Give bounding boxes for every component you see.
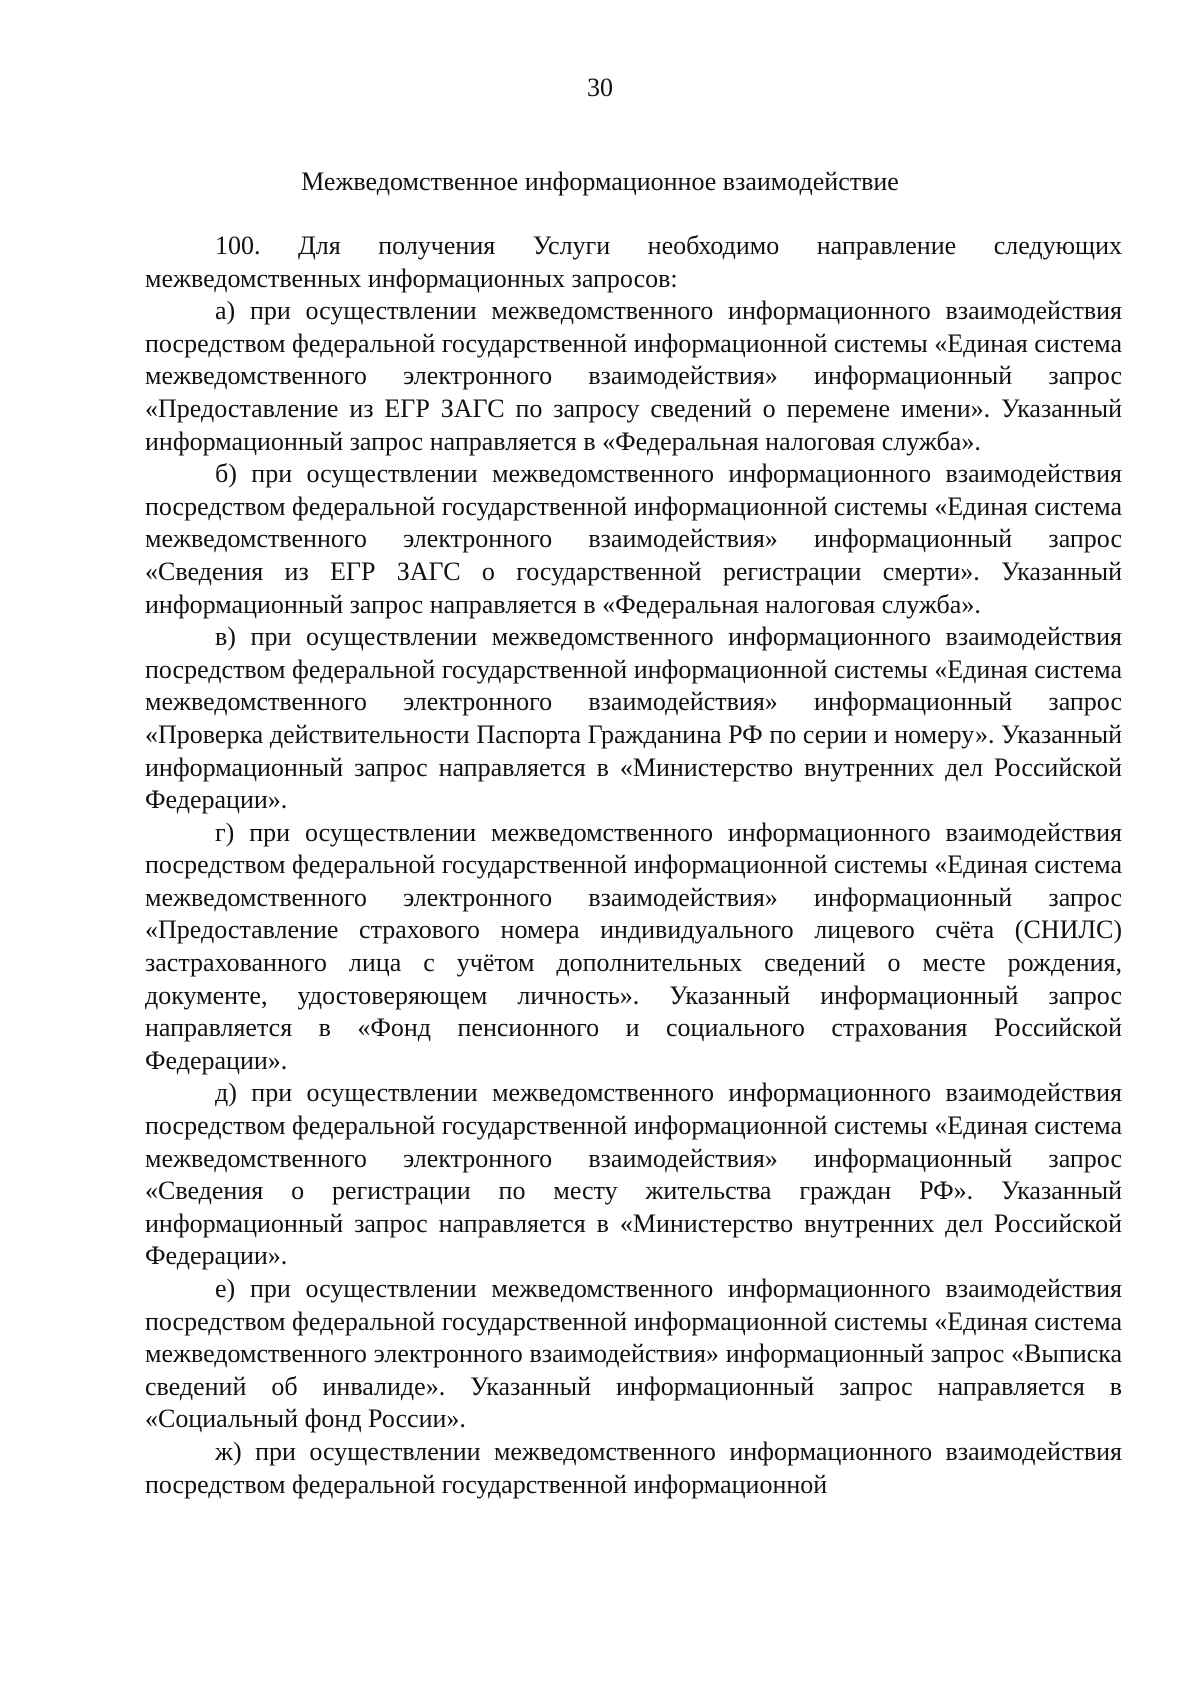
paragraph-item-b: б) при осуществлении межведомственного информационного взаимодействия посредством федеральной государственной информационной системы «Единая система межведомственного электронного взаимодействия» информационный запрос «Сведения из ЕГР ЗАГС о государственной регистрации смерти». Указанный информационный запрос направляется в «Федеральная налоговая служба».: [145, 459, 1122, 619]
paragraph-item-v: в) при осуществлении межведомственного информационного взаимодействия посредством федеральной государственной информационной системы «Единая система межведомственного электронного взаимодействия» информационный запрос «Проверка действительности Паспорта Гражданина РФ по серии и номеру». Указанный информационный запрос направляется в «Министерство внутренних дел Российской Федерации».: [145, 622, 1122, 815]
document-body: [145, 230, 1122, 1501]
page-number: 30: [587, 73, 613, 102]
section-heading: Межведомственное информационное взаимодействие: [301, 167, 899, 196]
paragraph-item-a: а) при осуществлении межведомственного информационного взаимодействия посредством федеральной государственной информационной системы «Единая система межведомственного электронного взаимодействия» информационный запрос «Предоставление из ЕГР ЗАГС по запросу сведений о перемене имени». Указанный информационный запрос направляется в «Федеральная налоговая служба».: [145, 296, 1122, 456]
paragraph-item-e: е) при осуществлении межведомственного информационного взаимодействия посредством федеральной государственной информационной системы «Единая система межведомственного электронного взаимодействия» информационный запрос «Выписка сведений об инвалиде». Указанный информационный запрос направляется в «Социальный фонд России».: [145, 1274, 1122, 1434]
paragraph-100: 100. Для получения Услуги необходимо направление следующих межведомственных информационных запросов:: [145, 231, 1122, 293]
paragraph-item-zh: ж) при осуществлении межведомственного информационного взаимодействия посредством федеральной государственной информационной: [145, 1436, 1122, 1499]
paragraph-item-g: г) при осуществлении межведомственного информационного взаимодействия посредством федеральной государственной информационной системы «Единая система межведомственного электронного взаимодействия» информационный запрос «Предоставление страхового номера индивидуального лицевого счёта (СНИЛС) застрахованного лица с учётом дополнительных сведений о месте рождения, документе, удостоверяющем личность». Указанный информационный запрос направляется в «Фонд пенсионного и социального страхования Российской Федерации».: [145, 817, 1122, 1075]
paragraph-item-d: д) при осуществлении межведомственного информационного взаимодействия посредством федеральной государственной информационной системы «Единая система межведомственного электронного взаимодействия» информационный запрос «Сведения о регистрации по месту жительства граждан РФ». Указанный информационный запрос направляется в «Министерство внутренних дел Российской Федерации».: [145, 1078, 1122, 1271]
